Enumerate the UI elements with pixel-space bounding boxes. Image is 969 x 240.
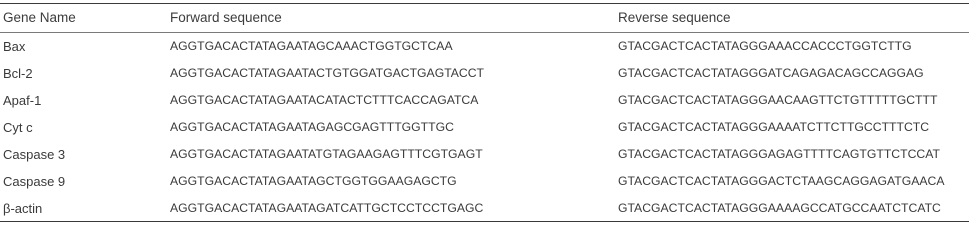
table-row (0, 195, 969, 221)
table-row (0, 168, 969, 194)
gene-name-cell: Cyt c (3, 119, 33, 135)
gene-name-cell: Caspase 9 (3, 173, 66, 189)
forward-sequence-cell: AGGTGACACTATAGAATAGCTGGTGGAAGAGCTG (170, 174, 457, 188)
gene-name-cell: Bcl-2 (3, 65, 33, 81)
forward-sequence-cell: AGGTGACACTATAGAATACTGTGGATGACTGAGTACCT (170, 66, 485, 80)
gene-name-cell: Apaf-1 (3, 92, 42, 108)
reverse-sequence-cell: GTACGACTCACTATAGGGAACAAGTTCTGTTTTTGCTTT (618, 93, 938, 107)
table-bottom-rule (0, 221, 969, 222)
forward-sequence-cell: AGGTGACACTATAGAATACATACTCTTTCACCAGATCA (170, 93, 479, 107)
forward-sequence-cell: AGGTGACACTATAGAATAGCAAACTGGTGCTCAA (170, 39, 453, 53)
header-reverse-sequence: Reverse sequence (618, 9, 731, 25)
table-row (0, 87, 969, 113)
table-row (0, 114, 969, 140)
reverse-sequence-cell: GTACGACTCACTATAGGGAAAATCTTCTTGCCTTTCTC (618, 120, 930, 134)
table-header-row (0, 4, 969, 30)
header-gene-name: Gene Name (3, 9, 76, 25)
reverse-sequence-cell: GTACGACTCACTATAGGGACTCTAAGCAGGAGATGAACA (618, 174, 945, 188)
header-forward-sequence: Forward sequence (170, 9, 282, 25)
reverse-sequence-cell: GTACGACTCACTATAGGGAAACCACCCTGGTCTTG (618, 39, 912, 53)
gene-name-cell: Caspase 3 (3, 146, 66, 162)
gene-name-cell: β-actin (3, 200, 43, 216)
forward-sequence-cell: AGGTGACACTATAGAATATGTAGAAGAGTTTCGTGAGT (170, 147, 483, 161)
forward-sequence-cell: AGGTGACACTATAGAATAGATCATTGCTCCTCCTGAGC (170, 201, 484, 215)
table-row (0, 33, 969, 59)
gene-name-cell: Bax (3, 38, 26, 54)
reverse-sequence-cell: GTACGACTCACTATAGGGATCAGAGACAGCCAGGAG (618, 66, 924, 80)
table-row (0, 141, 969, 167)
reverse-sequence-cell: GTACGACTCACTATAGGGAGAGTTTTCAGTGTTCTCCAT (618, 147, 940, 161)
reverse-sequence-cell: GTACGACTCACTATAGGGAAAAGCCATGCCAATCTCATC (618, 201, 941, 215)
table-row (0, 60, 969, 86)
forward-sequence-cell: AGGTGACACTATAGAATAGAGCGAGTTTGGTTGC (170, 120, 454, 134)
